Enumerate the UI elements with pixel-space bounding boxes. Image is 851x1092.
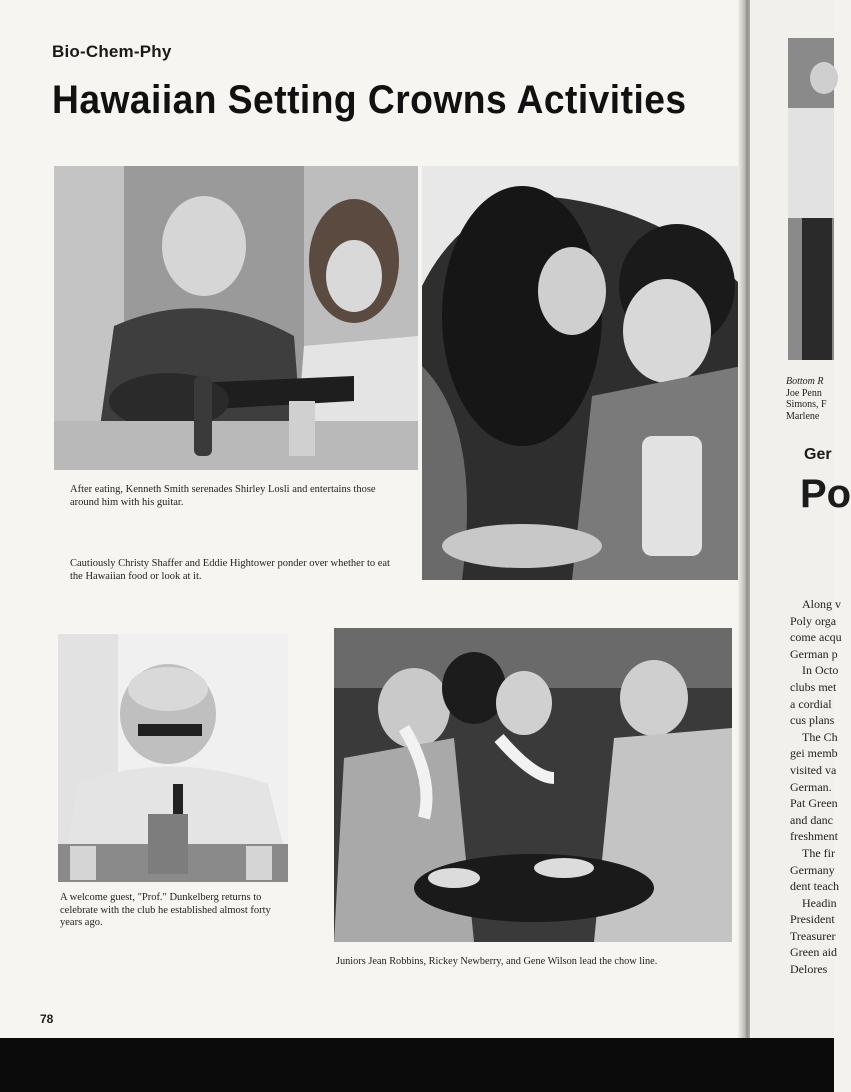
body-line: visited va — [790, 762, 837, 777]
photo-guitar-serenade — [54, 166, 418, 470]
body-line: come acqu — [790, 630, 842, 645]
body-line: The Ch — [802, 729, 838, 744]
caption-guitar: After eating, Kenneth Smith serenades Shirley Losli and entertains those around him with his guitar. — [70, 484, 376, 508]
body-line: Along v — [802, 597, 841, 611]
right-page-body — [790, 596, 842, 978]
body-line: The fir — [802, 845, 835, 860]
section-label: Bio-Chem-Phy — [52, 42, 172, 61]
photo-guitar-graphic — [54, 166, 418, 470]
caption-chow-line: Juniors Jean Robbins, Rickey Newberry, and Gene Wilson lead the chow line. — [336, 956, 658, 967]
body-line: Headin — [802, 895, 837, 910]
body-line: Green aid — [790, 945, 837, 960]
photo-chow-graphic — [334, 628, 732, 942]
right-page-subheading: Ger — [804, 446, 832, 463]
right-caption-line: Joe Penn — [786, 387, 822, 399]
body-line: German. — [790, 779, 832, 794]
yearbook-page-right — [750, 0, 851, 1040]
right-photo-graphic — [788, 38, 834, 360]
body-line: President — [790, 912, 835, 927]
body-line: and danc — [790, 812, 833, 827]
photo-pondering-food — [422, 166, 742, 580]
photo-ponder-graphic — [422, 166, 742, 580]
body-line: cus plans — [790, 713, 835, 728]
body-line: Germany — [790, 862, 835, 877]
body-line: German p — [790, 646, 838, 661]
right-page-caption — [786, 376, 827, 422]
body-line: gei memb — [790, 746, 838, 761]
right-page-photo — [788, 38, 834, 360]
photo-chow-line — [334, 628, 732, 942]
right-page-headline: Po — [800, 472, 851, 516]
body-line: dent teach — [790, 879, 839, 894]
body-line: Poly orga — [790, 613, 837, 628]
right-caption-line: Simons, F — [786, 399, 827, 410]
photo-prof-dunkelberg — [58, 634, 288, 882]
page-headline: Hawaiian Setting Crowns Activities — [52, 78, 687, 122]
caption-guest: A welcome guest, "Prof." Dunkelberg returns to celebrate with the club he established almost forty years ago. — [60, 892, 271, 928]
body-line: Delores — [790, 962, 828, 977]
body-line: freshment — [790, 829, 838, 844]
right-caption-line: Marlene — [786, 410, 820, 422]
body-line: a cordial — [790, 696, 832, 711]
photo-prof-graphic — [58, 634, 288, 882]
caption-ponder: Cautiously Christy Shaffer and Eddie Hightower ponder over whether to eat the Hawaiian food or look at it. — [70, 558, 390, 582]
scan-bottom-band — [0, 1038, 834, 1092]
right-caption-line: Bottom R — [786, 376, 824, 387]
page-number: 78 — [40, 1012, 54, 1026]
body-line: clubs met — [790, 679, 837, 694]
body-line: In Octo — [802, 663, 839, 678]
body-line: Treasurer — [790, 928, 836, 943]
body-line: Pat Green — [790, 796, 838, 811]
